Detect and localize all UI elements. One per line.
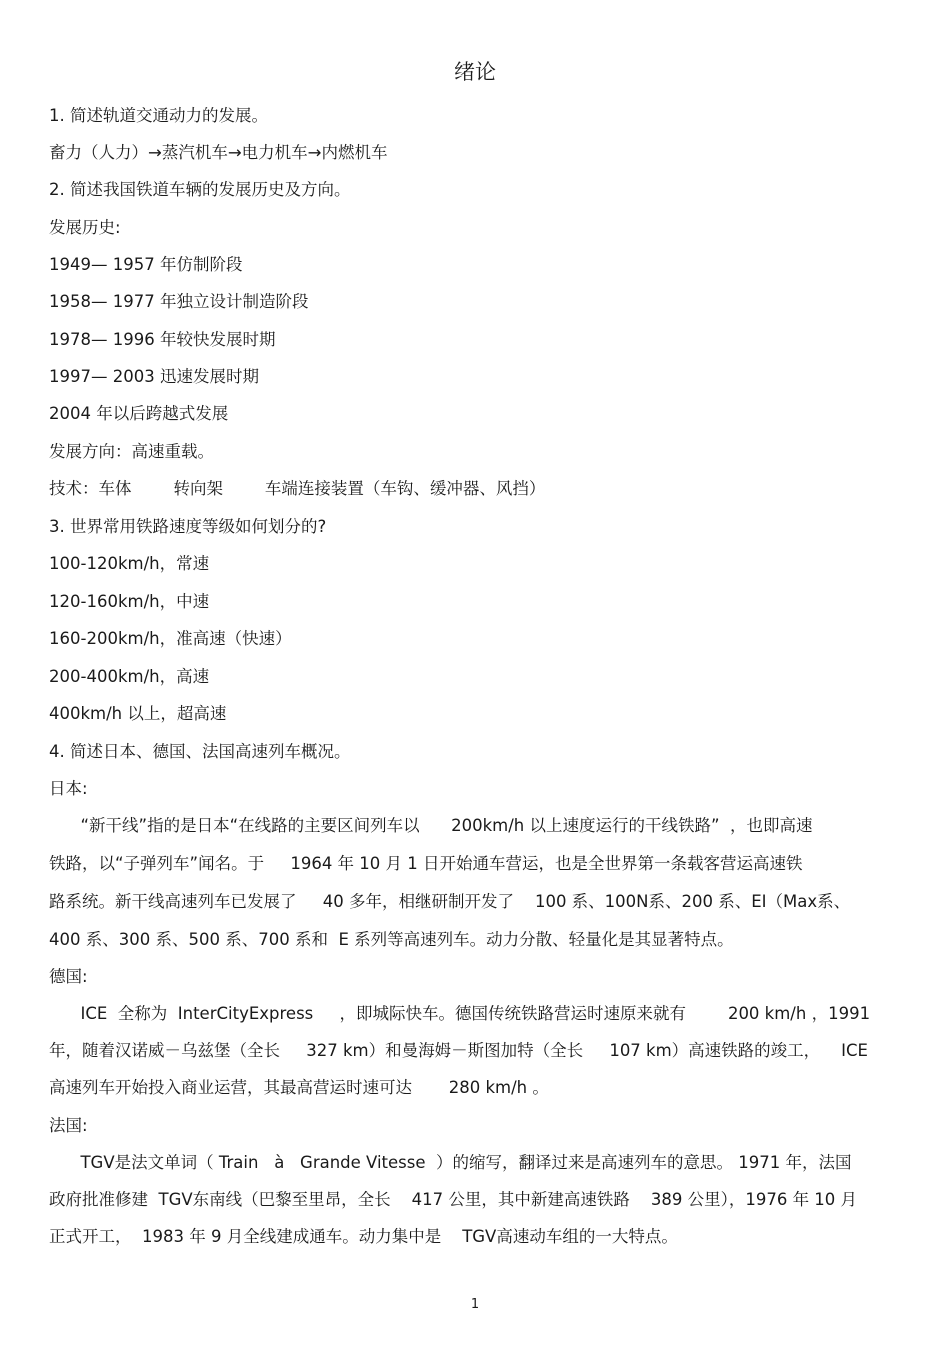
paragraph-line: 高速列车开始投入商业运营，其最高营运时速可达 280 km/h 。	[49, 1078, 549, 1097]
history-item: 1997— 2003 迅速发展时期	[49, 367, 259, 386]
history-item: 2004 年以后跨越式发展	[49, 404, 229, 423]
japan-label: 日本:	[49, 779, 88, 798]
paragraph-line: 400 系、300 系、500 系、700 系和 E 系列等高速列车。动力分散、轻量化是其显著特点。	[49, 930, 734, 949]
paragraph-line: “新干线”指的是日本“在线路的主要区间列车以 200km/h 以上速度运行的干线铁路” ，也即高速	[49, 816, 813, 835]
paragraph-line: 正式开工， 1983 年 9 月全线建成通车。动力集中是 TGV高速动车组的一大特点。	[49, 1227, 678, 1246]
direction-line: 发展方向：高速重载。	[49, 442, 214, 461]
speed-grade: 200-400km/h，高速	[49, 667, 210, 686]
paragraph-line: 铁路，以“子弹列车”闻名。于 1964 年 10 月 1 日开始通车营运，也是全世界第一条载客营运高速铁	[49, 854, 803, 873]
paragraph-line: 路系统。新干线高速列车已发展了 40 多年，相继研制开发了 100 系、100N系、200 系、EI（Max系、	[49, 892, 851, 911]
speed-grade: 120-160km/h，中速	[49, 592, 210, 611]
history-item: 1978— 1996 年较快发展时期	[49, 330, 276, 349]
question-4: 4. 简述日本、德国、法国高速列车概况。	[49, 742, 351, 761]
answer-1: 畜力（人力）→蒸汽机车→电力机车→内燃机车	[49, 143, 388, 162]
paragraph-line: ICE 全称为 InterCityExpress ，即城际快车。德国传统铁路营运时速原来就有 200 km/h ，1991	[49, 1004, 871, 1023]
speed-grade: 400km/h 以上，超高速	[49, 704, 227, 723]
germany-label: 德国:	[49, 967, 88, 986]
history-item: 1949— 1957 年仿制阶段	[49, 255, 243, 274]
speed-grade: 160-200km/h，准高速（快速）	[49, 629, 292, 648]
paragraph-line: 年，随着汉诺威－乌兹堡（全长 327 km）和曼海姆－斯图加特（全长 107 km）高速铁路的竣工， ICE	[49, 1041, 868, 1060]
question-1: 1. 简述轨道交通动力的发展。	[49, 106, 268, 125]
speed-grade: 100-120km/h，常速	[49, 554, 210, 573]
question-3: 3. 世界常用铁路速度等级如何划分的?	[49, 517, 327, 536]
france-label: 法国:	[49, 1116, 88, 1135]
history-item: 1958— 1977 年独立设计制造阶段	[49, 292, 309, 311]
page-number: 1	[470, 1297, 480, 1312]
paragraph-line: TGV是法文单词（ Train à Grande Vitesse ）的缩写，翻译过来是高速列车的意思。 1971 年，法国	[49, 1153, 852, 1172]
paragraph-line: 政府批准修建 TGV东南线（巴黎至里昂，全长 417 公里，其中新建高速铁路 389 公里），1976 年 10 月	[49, 1190, 858, 1209]
technology-line: 技术：车体 转向架 车端连接装置（车钩、缓冲器、风挡）	[49, 479, 546, 498]
question-2: 2. 简述我国铁道车辆的发展历史及方向。	[49, 180, 351, 199]
page-title: 绪论	[454, 60, 496, 84]
history-label: 发展历史:	[49, 218, 121, 237]
